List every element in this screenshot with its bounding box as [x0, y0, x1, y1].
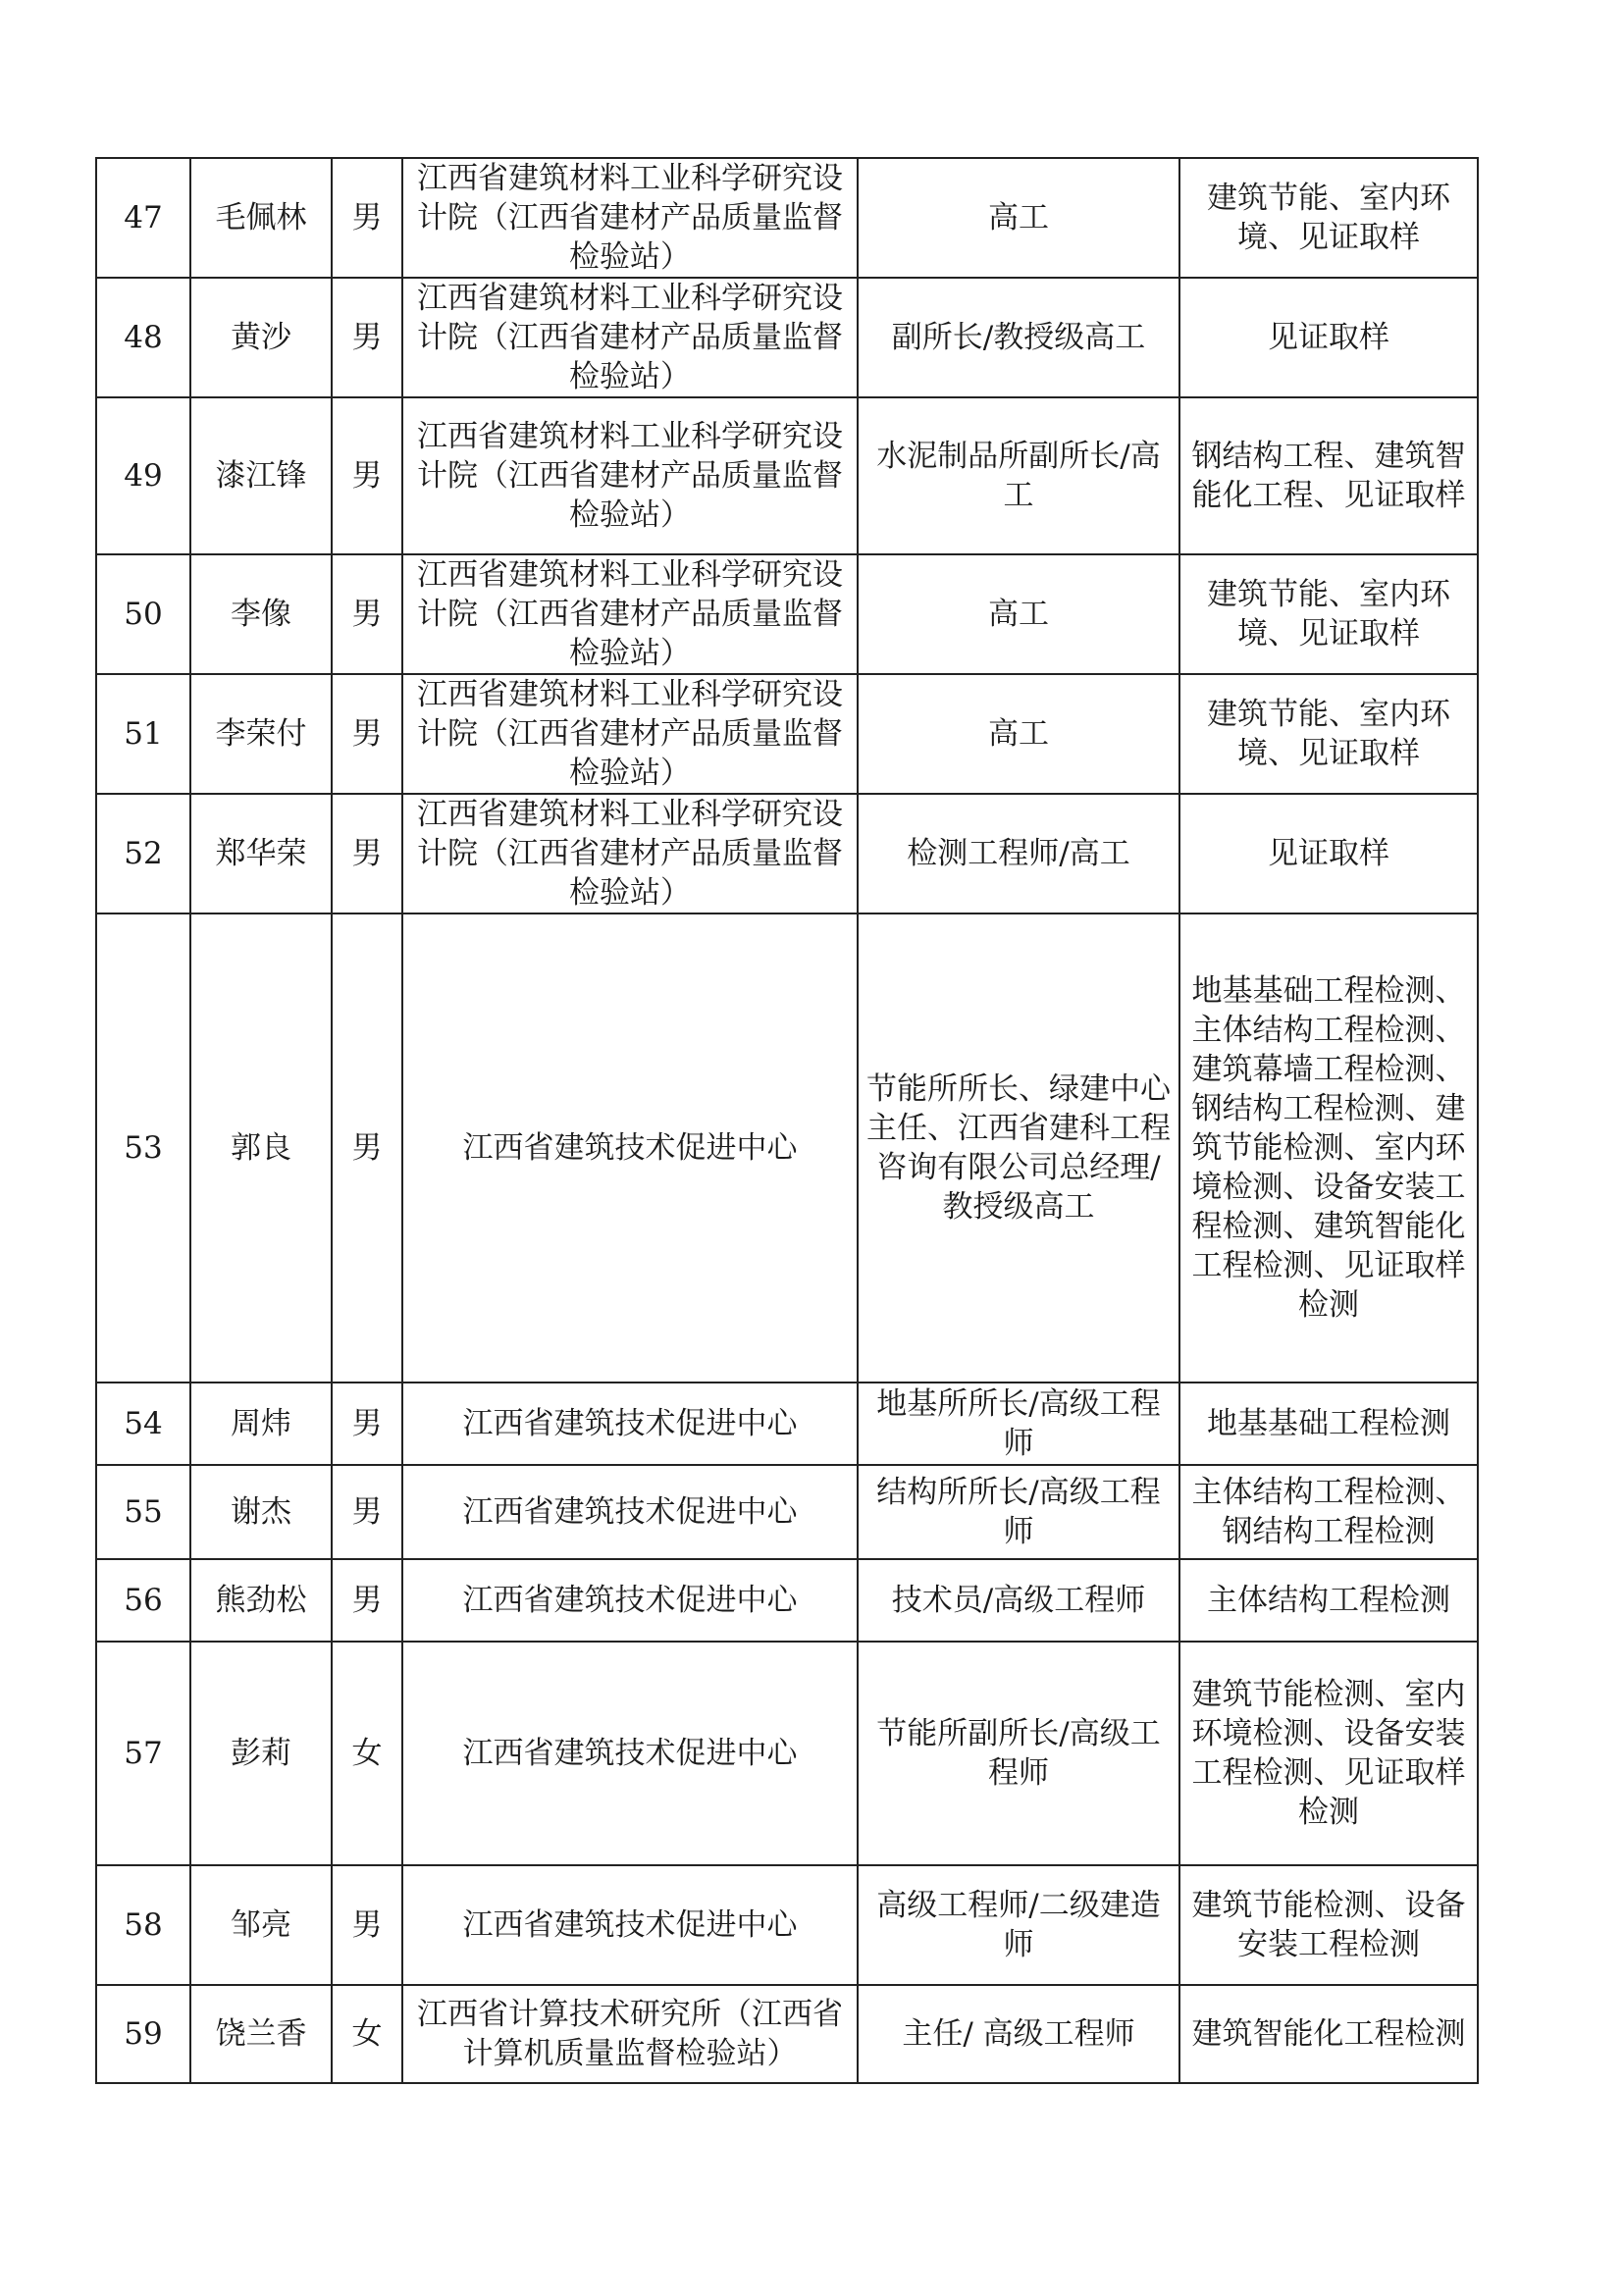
row-number: 52: [96, 794, 190, 913]
person-name: 郑华荣: [190, 794, 332, 913]
job-title: 水泥制品所副所长/高工: [858, 397, 1179, 554]
table-row: [96, 158, 1478, 278]
table-row: [96, 794, 1478, 913]
job-title: 高工: [858, 674, 1179, 794]
table-row: [96, 278, 1478, 397]
row-number: 54: [96, 1383, 190, 1465]
job-title: 高工: [858, 554, 1179, 674]
gender: 男: [332, 1865, 402, 1985]
person-name: 周炜: [190, 1383, 332, 1465]
job-title: 副所长/教授级高工: [858, 278, 1179, 397]
job-title: 技术员/高级工程师: [858, 1559, 1179, 1642]
job-title: 节能所所长、绿建中心主任、江西省建科工程咨询有限公司总经理/教授级高工: [858, 913, 1179, 1383]
person-name: 彭莉: [190, 1642, 332, 1865]
table-row: [96, 674, 1478, 794]
person-name: 饶兰香: [190, 1985, 332, 2083]
gender: 男: [332, 913, 402, 1383]
roster-table: [95, 157, 1479, 2084]
table-row: [96, 1642, 1478, 1865]
gender: 男: [332, 397, 402, 554]
gender: 男: [332, 1559, 402, 1642]
person-name: 李荣付: [190, 674, 332, 794]
table-row: [96, 1865, 1478, 1985]
organization: 江西省建筑材料工业科学研究设计院（江西省建材产品质量监督检验站）: [402, 794, 858, 913]
person-name: 熊劲松: [190, 1559, 332, 1642]
person-name: 谢杰: [190, 1465, 332, 1559]
organization: 江西省建筑技术促进中心: [402, 1559, 858, 1642]
row-number: 58: [96, 1865, 190, 1985]
organization: 江西省建筑材料工业科学研究设计院（江西省建材产品质量监督检验站）: [402, 554, 858, 674]
job-title: 主任/ 高级工程师: [858, 1985, 1179, 2083]
organization: 江西省建筑材料工业科学研究设计院（江西省建材产品质量监督检验站）: [402, 674, 858, 794]
gender: 男: [332, 554, 402, 674]
row-number: 47: [96, 158, 190, 278]
row-number: 56: [96, 1559, 190, 1642]
person-name: 李像: [190, 554, 332, 674]
gender: 男: [332, 1465, 402, 1559]
row-number: 48: [96, 278, 190, 397]
organization: 江西省建筑材料工业科学研究设计院（江西省建材产品质量监督检验站）: [402, 397, 858, 554]
row-number: 51: [96, 674, 190, 794]
row-number: 59: [96, 1985, 190, 2083]
organization: 江西省建筑技术促进中心: [402, 913, 858, 1383]
organization: 江西省建筑技术促进中心: [402, 1465, 858, 1559]
table-row: [96, 913, 1478, 1383]
gender: 女: [332, 1985, 402, 2083]
gender: 男: [332, 158, 402, 278]
specialty: 地基基础工程检测、主体结构工程检测、建筑幕墙工程检测、钢结构工程检测、建筑节能检测、室内环境检测、设备安装工程检测、建筑智能化工程检测、见证取样检测: [1179, 913, 1478, 1383]
specialty: 主体结构工程检测、钢结构工程检测: [1179, 1465, 1478, 1559]
specialty: 主体结构工程检测: [1179, 1559, 1478, 1642]
job-title: 结构所所长/高级工程师: [858, 1465, 1179, 1559]
person-name: 邹亮: [190, 1865, 332, 1985]
specialty: 建筑节能、室内环境、见证取样: [1179, 158, 1478, 278]
specialty: 见证取样: [1179, 794, 1478, 913]
gender: 男: [332, 674, 402, 794]
gender: 男: [332, 278, 402, 397]
organization: 江西省建筑材料工业科学研究设计院（江西省建材产品质量监督检验站）: [402, 158, 858, 278]
organization: 江西省建筑技术促进中心: [402, 1383, 858, 1465]
organization: 江西省建筑材料工业科学研究设计院（江西省建材产品质量监督检验站）: [402, 278, 858, 397]
job-title: 高级工程师/二级建造师: [858, 1865, 1179, 1985]
gender: 男: [332, 794, 402, 913]
organization: 江西省建筑技术促进中心: [402, 1865, 858, 1985]
table-row: [96, 1985, 1478, 2083]
table-row: [96, 1559, 1478, 1642]
gender: 男: [332, 1383, 402, 1465]
organization: 江西省建筑技术促进中心: [402, 1642, 858, 1865]
row-number: 50: [96, 554, 190, 674]
row-number: 57: [96, 1642, 190, 1865]
person-name: 漆江锋: [190, 397, 332, 554]
specialty: 建筑智能化工程检测: [1179, 1985, 1478, 2083]
specialty: 见证取样: [1179, 278, 1478, 397]
table-row: [96, 554, 1478, 674]
person-name: 毛佩林: [190, 158, 332, 278]
organization: 江西省计算技术研究所（江西省计算机质量监督检验站）: [402, 1985, 858, 2083]
table-row: [96, 1383, 1478, 1465]
specialty: 建筑节能检测、室内环境检测、设备安装工程检测、见证取样检测: [1179, 1642, 1478, 1865]
job-title: 地基所所长/高级工程师: [858, 1383, 1179, 1465]
table-row: [96, 397, 1478, 554]
gender: 女: [332, 1642, 402, 1865]
job-title: 高工: [858, 158, 1179, 278]
specialty: 建筑节能检测、设备安装工程检测: [1179, 1865, 1478, 1985]
specialty: 钢结构工程、建筑智能化工程、见证取样: [1179, 397, 1478, 554]
job-title: 节能所副所长/高级工程师: [858, 1642, 1179, 1865]
row-number: 55: [96, 1465, 190, 1559]
row-number: 53: [96, 913, 190, 1383]
specialty: 地基基础工程检测: [1179, 1383, 1478, 1465]
job-title: 检测工程师/高工: [858, 794, 1179, 913]
row-number: 49: [96, 397, 190, 554]
person-name: 郭良: [190, 913, 332, 1383]
person-name: 黄沙: [190, 278, 332, 397]
table-row: [96, 1465, 1478, 1559]
specialty: 建筑节能、室内环境、见证取样: [1179, 674, 1478, 794]
specialty: 建筑节能、室内环境、见证取样: [1179, 554, 1478, 674]
